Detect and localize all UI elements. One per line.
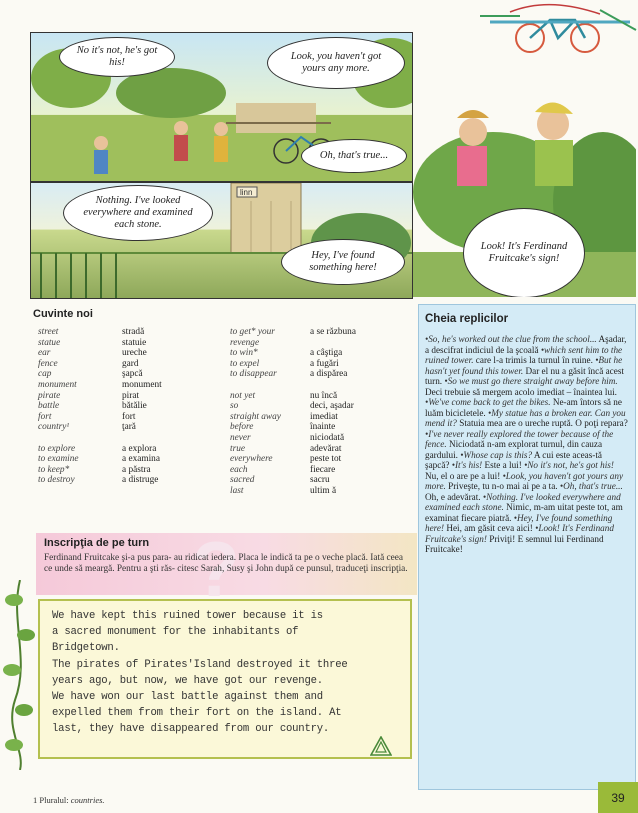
vocab-word-romanian: ţară [122, 422, 136, 433]
key-line: •Nothing. I've looked everywhere and examined each stone. Nimic, m-am uitat peste tot, am examinat fiecare piatră. [425, 491, 623, 523]
plaque-text [52, 608, 402, 738]
vocab-word-english: statue [38, 337, 61, 348]
vocab-word-romanian [310, 338, 400, 349]
vocab-word-english: straight away [230, 411, 281, 422]
vocab-word-english: street [38, 327, 59, 337]
vocab-word-english: to keep* [38, 464, 70, 475]
vocab-word-romanian: ureche [122, 348, 147, 359]
vocab-word-english: country¹ [38, 422, 70, 433]
vocab-word-english [230, 380, 306, 391]
key-line: •which sent him to the ruined tower. care l-a trimis la turnul în ruine. [425, 344, 623, 365]
key-line: •My statue has a broken ear. Can you mend it? Statuia mea are o ureche ruptă. O poţi repara? [425, 407, 628, 428]
page-number: 39 [598, 782, 638, 813]
speech-bubble: No it's not, he's got his! [59, 37, 175, 77]
vocab-word-romanian: stradă [122, 327, 145, 337]
key-line: •Whose cap is this? A cui este aceas-tă şapcă? [425, 449, 602, 470]
speech-bubble: Oh, that's true... [301, 139, 407, 173]
svg-text:?: ? [192, 532, 240, 598]
footnote [33, 795, 105, 805]
key-line: •I've never really explored the tower because of the fence. Niciodată n-am explorat turnul, din cauza gardului. [425, 428, 614, 460]
vocab-word-romanian: a câştiga [310, 348, 343, 359]
vocab-word-romanian: sacru [310, 475, 330, 486]
vocab-word-romanian: gard [122, 358, 139, 369]
vocab-word-english: battle [38, 401, 60, 412]
vocab-word-romanian: ultim ă [310, 485, 337, 496]
comic-panel-bottom [30, 182, 413, 299]
vocab-word-english: true [230, 443, 245, 454]
footnote-text: countries. [70, 795, 105, 805]
vocab-word-romanian: a păstra [122, 464, 151, 475]
inscription-title: Inscripţia de pe turn [44, 537, 150, 549]
vocab-word-romanian [122, 433, 202, 444]
speech-bubble: Look! It's Ferdinand Fruitcake's sign! [463, 208, 585, 297]
vocab-word-romanian: a distruge [122, 475, 159, 486]
vocab-word-romanian: înainte [310, 422, 336, 433]
key-lines [425, 334, 628, 555]
vocab-word-romanian: adevărat [310, 443, 342, 454]
vocab-word-romanian: imediat [310, 411, 338, 422]
vocab-word-romanian: a fugări [310, 358, 339, 369]
sign-label: linn [240, 188, 253, 197]
plaque-line: years ago, but now, we have got our revenge. [52, 674, 323, 687]
vocab-word-romanian: pirat [122, 390, 140, 401]
speech-bubble: Hey, I've found something here! [281, 239, 405, 285]
vocab-word-english [38, 433, 118, 444]
vocab-col1-english [38, 327, 118, 486]
vocab-word-romanian: a dispărea [310, 369, 348, 380]
vocab-word-romanian: fiecare [310, 464, 336, 475]
vocab-word-english: monument [38, 379, 77, 390]
vocab-word-romanian: a explora [122, 443, 157, 454]
key-line: •We've come back to get the bikes. Ne-am întors să ne luăm bicicletele. [425, 397, 622, 418]
vocab-word-english: to explore [38, 443, 76, 454]
vocab-word-romanian: monument [122, 379, 162, 390]
key-line: •Look, you haven't got yours any more. Priveşte, tu n-o mai ai pe a ta. [425, 470, 624, 491]
vocab-word-english: ear [38, 348, 51, 359]
vocab-word-romanian: a se răzbuna [310, 327, 356, 337]
vocab-word-english: to expel [230, 358, 260, 369]
vocab-title: Cuvinte noi [33, 308, 93, 320]
speech-bubble: Look, you haven't got yours any more. [267, 37, 405, 89]
key-title: Cheia replicilor [425, 313, 509, 325]
plaque-line: a sacred monument for the inhabitants of [52, 626, 299, 639]
vocab-col2-romanian [310, 327, 400, 497]
vocab-word-english: never [230, 432, 251, 443]
key-line: •It's his! Este a lui! [451, 460, 525, 470]
vocab-word-english: fence [38, 358, 58, 369]
vocab-word-english: fort [38, 411, 52, 422]
vocab-word-romanian: peste tot [310, 454, 342, 465]
vocab-word-english: pirate [38, 390, 61, 401]
vocab-word-english: before [230, 422, 254, 433]
vocab-col2-english [230, 327, 306, 497]
vocab-word-romanian: statuie [122, 337, 147, 348]
vocab-word-english: to disappear [230, 369, 277, 380]
vocab-word-english: not yet [230, 390, 256, 401]
key-line: •But he hasn't yet found this tower. Dar el nu a găsit încă acest turn. [425, 355, 624, 386]
key-line: •No it's not, he's got his! Nu, el o are pe a lui! [425, 460, 614, 481]
inscription-text: Ferdinand Fruitcake şi-a pus para- au ridicat iedera. Placa le indică ta pe o veche placă. Iată ceea ce unde să meargă. Pentru a şti răs- citesc Sarah, Susy şi John după ce punsul, traduceţi inscripţia. [44, 553, 408, 574]
vocab-word-romanian: deci, aşadar [310, 401, 354, 412]
key-line: •So we must go there straight away before him. Deci trebuie să mergem acolo imediat – înaintea lui. [425, 376, 618, 397]
vocab-word-english: everywhere [230, 454, 273, 465]
vocab-word-english: cap [38, 369, 52, 380]
footnote-marker: 1 Pluralul: [33, 795, 71, 805]
vocab-word-english: to destroy [38, 475, 75, 486]
speech-bubble: Nothing. I've looked everywhere and examined each stone. [63, 185, 213, 241]
key-line: •Hey, I've found something here! Hei, am găsit ceva aici! [425, 512, 613, 533]
comic-panel-right [413, 32, 636, 297]
vocab-word-english: to get* your revenge [230, 327, 275, 348]
vocab-word-english: to examine [38, 454, 79, 465]
vocab-word-romanian: fort [122, 411, 136, 422]
key-line: •So, he's worked out the clue from the school... Aşadar, a descifrat indiciul de la şcoală [425, 334, 627, 355]
key-line: •Oh, that's true... Oh, e adevărat. [425, 481, 623, 502]
vocab-word-romanian: a examina [122, 454, 160, 465]
vocab-word-english: sacred [230, 475, 255, 486]
vocab-word-romanian: şapcă [122, 369, 143, 380]
vocab-word-english: to win* [230, 348, 258, 359]
plaque-line: Bridgetown. [52, 642, 120, 655]
vocab-word-english: so [230, 401, 239, 412]
vocab-word-english: last [230, 485, 244, 496]
vocab-word-romanian: niciodată [310, 432, 345, 443]
comic-panel-top [30, 32, 413, 182]
triangle-sign-icon [370, 736, 392, 756]
vocab-col1-romanian [122, 327, 202, 486]
vocab-word-romanian [310, 380, 400, 391]
plaque-line: We have kept this ruined tower because it is [52, 610, 323, 622]
key-line: •Look! It's Ferdinand Fruitcake's sign! Priviţi! E semnul lui Ferdinand Fruitcake! [425, 523, 614, 554]
vocab-word-romanian: bătălie [122, 401, 147, 412]
vocab-word-english: each [230, 464, 248, 475]
plaque-line: last, they have disappeared from our country. [52, 723, 330, 736]
vocab-word-romanian: nu încă [310, 390, 338, 401]
ivy-decoration [0, 580, 40, 770]
plaque-line: expelled them from their fort on the island. At [52, 707, 342, 720]
plaque-line: We have won our last battle against them and [52, 691, 323, 704]
plaque-line: The pirates of Pirates'Island destroyed it three [52, 658, 348, 671]
